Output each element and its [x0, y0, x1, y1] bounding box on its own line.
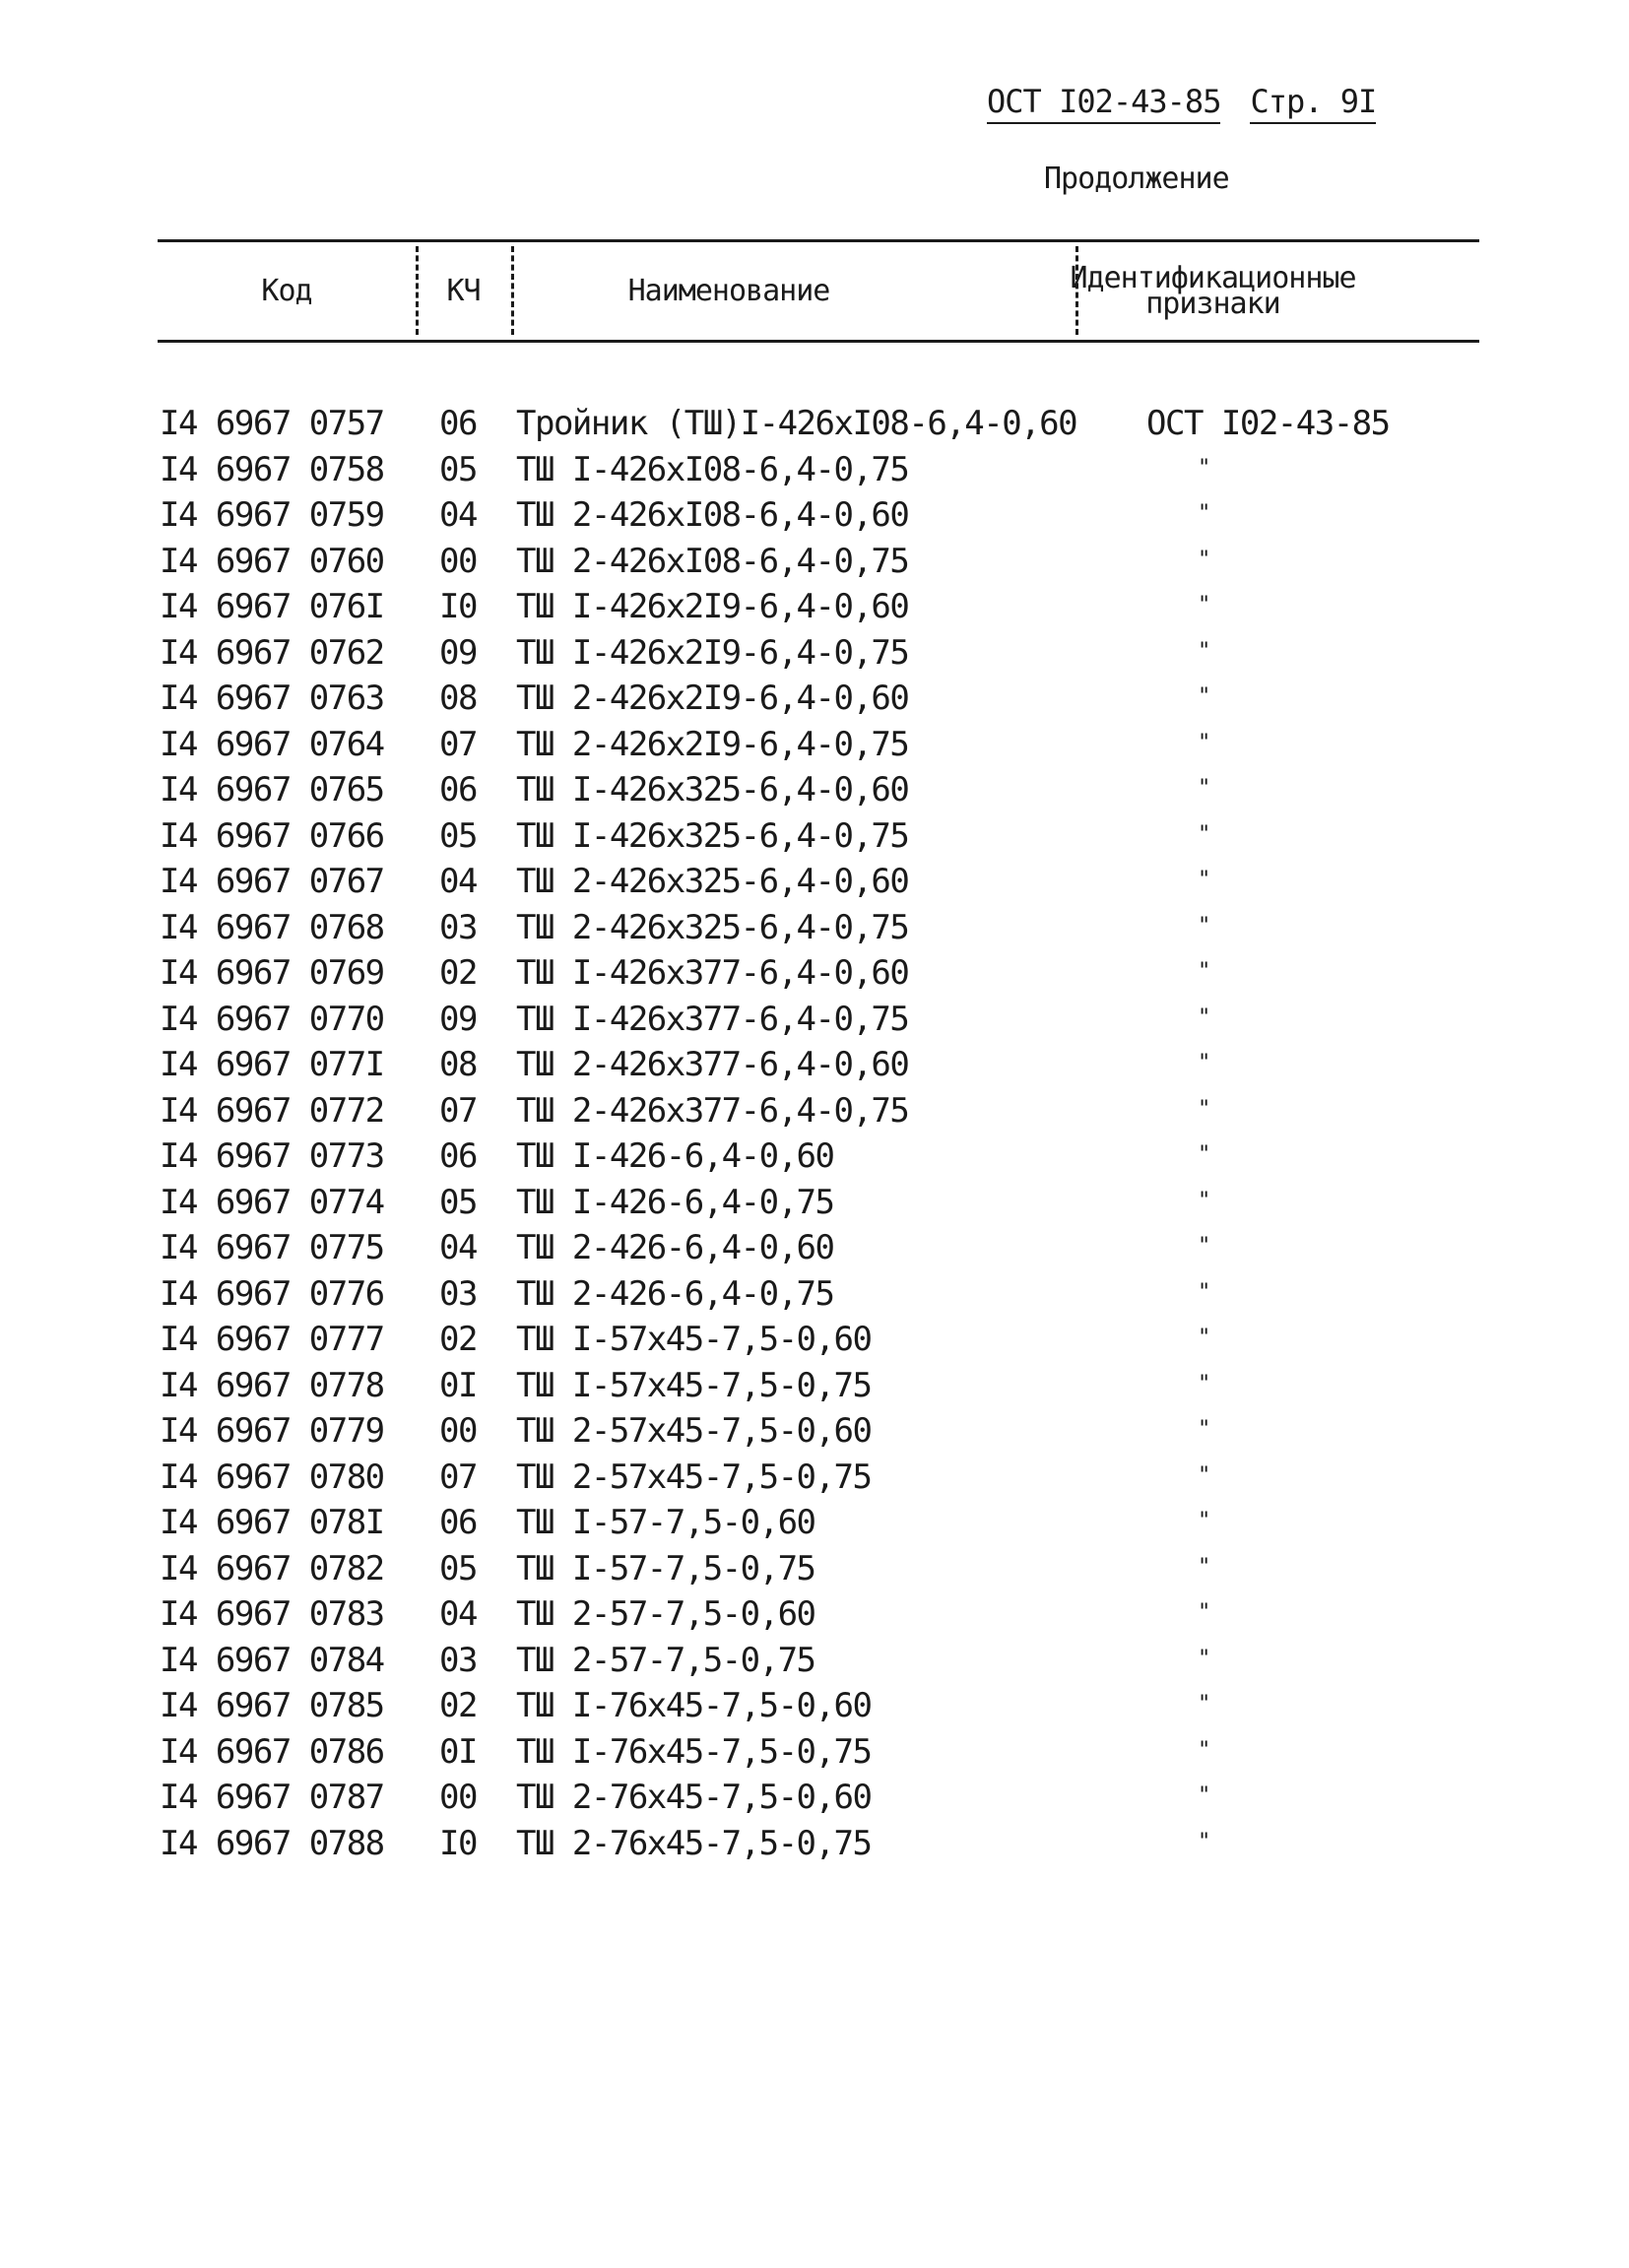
cell-code: I4 6967 077I [160, 1045, 384, 1084]
cell-code: I4 6967 0778 [160, 1365, 384, 1405]
cell-name: ТШ I-426-6,4-0,75 [516, 1182, 834, 1222]
cell-kch: 07 [439, 1457, 477, 1497]
cell-code: I4 6967 0780 [160, 1457, 384, 1497]
cell-code: I4 6967 0767 [160, 862, 384, 901]
table-row [160, 633, 1479, 680]
cell-name: ТШ 2-426-6,4-0,75 [516, 1273, 834, 1314]
cell-code: I4 6967 0784 [160, 1640, 384, 1680]
cell-ditto-mark: " [1198, 1234, 1209, 1259]
cell-ditto-mark: " [1198, 1509, 1209, 1533]
table-row [160, 1641, 1479, 1687]
cell-name: ТШ 2-57-7,5-0,60 [516, 1594, 815, 1634]
cell-name: ТШ I-57-7,5-0,75 [516, 1548, 815, 1588]
cell-kch: 02 [439, 1686, 477, 1725]
table-row [160, 1183, 1479, 1229]
column-divider [416, 246, 419, 335]
cell-code: I4 6967 0775 [160, 1228, 384, 1267]
cell-code: I4 6967 0769 [160, 953, 384, 993]
column-header-attributes-line1: Идентификационные [1070, 260, 1356, 295]
cell-code: I4 6967 0788 [160, 1823, 384, 1863]
cell-kch: I0 [439, 1823, 477, 1863]
cell-kch: 00 [439, 541, 477, 581]
cell-code: I4 6967 0773 [160, 1136, 384, 1176]
cell-name: ТШ I-426х325-6,4-0,60 [516, 770, 909, 810]
cell-name: ТШ I-76х45-7,5-0,75 [516, 1731, 872, 1772]
continuation-label: Продолжение [1044, 162, 1229, 196]
cell-ditto-mark: " [1198, 1051, 1209, 1075]
page-header [987, 83, 1376, 124]
cell-code: I4 6967 0765 [160, 770, 384, 810]
table-body [160, 404, 1479, 1869]
table-row [160, 1594, 1479, 1641]
cell-ditto-mark: " [1198, 776, 1209, 801]
cell-ditto-mark: " [1198, 1417, 1209, 1442]
cell-name: ТШ 2-57-7,5-0,75 [516, 1640, 815, 1680]
cell-name: ТШ I-76х45-7,5-0,60 [516, 1686, 872, 1725]
cell-kch: 07 [439, 1090, 477, 1131]
table-row [160, 770, 1479, 816]
cell-ditto-mark: " [1198, 1692, 1209, 1717]
cell-ditto-mark: " [1198, 638, 1209, 664]
table-row [160, 1732, 1479, 1779]
table-row [160, 1458, 1479, 1504]
cell-code: I4 6967 0770 [160, 999, 384, 1039]
cell-name: ТШ I-426х325-6,4-0,75 [516, 815, 909, 856]
table-row [160, 1411, 1479, 1458]
cell-kch: I0 [439, 587, 477, 626]
cell-name: ТШ 2-76х45-7,5-0,60 [516, 1778, 872, 1817]
cell-kch: 06 [439, 1136, 477, 1176]
cell-ditto-mark: " [1198, 1188, 1209, 1213]
cell-code: I4 6967 0763 [160, 679, 384, 718]
cell-name: ТШ 2-426х377-6,4-0,75 [516, 1090, 909, 1131]
table-row [160, 495, 1479, 542]
standard-number: ОСТ I02-43-85 [987, 83, 1220, 124]
table-row [160, 1778, 1479, 1824]
cell-name: ТШ I-57х45-7,5-0,60 [516, 1320, 872, 1359]
cell-ditto-mark: " [1198, 1783, 1209, 1808]
cell-kch: 03 [439, 1640, 477, 1680]
cell-kch: 05 [439, 815, 477, 856]
cell-code: I4 6967 0759 [160, 495, 384, 535]
table-row [160, 816, 1479, 863]
cell-name: ТШ I-426х377-6,4-0,75 [516, 999, 909, 1039]
cell-ditto-mark: " [1198, 730, 1209, 755]
cell-kch: 05 [439, 1182, 477, 1222]
cell-name: ТШ 2-426х377-6,4-0,60 [516, 1045, 909, 1084]
cell-name: ТШ 2-426хI08-6,4-0,60 [516, 495, 909, 535]
cell-kch: 0I [439, 1365, 477, 1405]
cell-kch: 03 [439, 1273, 477, 1314]
cell-name: ТШ 2-426х2I9-6,4-0,60 [516, 679, 909, 718]
table-row [160, 1000, 1479, 1046]
cell-kch: 04 [439, 1228, 477, 1267]
cell-kch: 05 [439, 449, 477, 489]
table-row [160, 908, 1479, 954]
cell-ditto-mark: " [1198, 547, 1209, 572]
cell-code: I4 6967 0783 [160, 1594, 384, 1634]
column-header-attributes [946, 242, 1479, 340]
cell-code: I4 6967 0762 [160, 632, 384, 673]
cell-name: ТШ 2-57х45-7,5-0,75 [516, 1457, 872, 1497]
cell-code: I4 6967 076I [160, 587, 384, 626]
table-row [160, 953, 1479, 1000]
cell-ditto-mark: " [1198, 684, 1209, 709]
table-row [160, 450, 1479, 496]
table-row [160, 1686, 1479, 1732]
cell-ditto-mark: " [1198, 455, 1209, 481]
table-row [160, 1136, 1479, 1183]
cell-ditto-mark: " [1198, 1326, 1209, 1350]
cell-ditto-mark: " [1198, 1371, 1209, 1396]
cell-ditto-mark: " [1198, 1554, 1209, 1580]
table-row [160, 1366, 1479, 1412]
cell-kch: 07 [439, 724, 477, 764]
cell-code: I4 6967 0758 [160, 449, 384, 489]
cell-name: ТШ I-57х45-7,5-0,75 [516, 1365, 872, 1405]
cell-code: I4 6967 0779 [160, 1411, 384, 1451]
cell-code: I4 6967 0757 [160, 404, 384, 443]
cell-ditto-mark: " [1198, 1004, 1209, 1030]
cell-name: ТШ 2-426х325-6,4-0,60 [516, 862, 909, 901]
cell-code: I4 6967 0776 [160, 1273, 384, 1314]
cell-kch: 00 [439, 1778, 477, 1817]
cell-code: I4 6967 0786 [160, 1731, 384, 1772]
table-row [160, 542, 1479, 588]
cell-code: I4 6967 0777 [160, 1320, 384, 1359]
table-row [160, 862, 1479, 908]
cell-ditto-mark: " [1198, 821, 1209, 847]
cell-ditto-mark: " [1198, 1646, 1209, 1671]
column-divider [511, 246, 514, 335]
cell-kch: 04 [439, 1594, 477, 1634]
table-row [160, 1320, 1479, 1366]
column-header-kch: КЧ [446, 273, 481, 308]
cell-kch: 09 [439, 999, 477, 1039]
cell-ditto-mark: " [1198, 1600, 1209, 1625]
cell-ditto-mark: " [1198, 1142, 1209, 1167]
cell-ditto-mark: " [1198, 1096, 1209, 1122]
cell-code: I4 6967 0785 [160, 1686, 384, 1725]
cell-name: Тройник (ТШ)I-426хI08-6,4-0,60 [516, 404, 1077, 443]
table-row [160, 679, 1479, 725]
cell-name: ТШ 2-426х325-6,4-0,75 [516, 907, 909, 947]
cell-kch: 03 [439, 907, 477, 947]
table-row [160, 1274, 1479, 1321]
cell-name: ТШ 2-426-6,4-0,60 [516, 1228, 834, 1267]
table-row [160, 587, 1479, 633]
cell-name: ТШ I-426х2I9-6,4-0,60 [516, 587, 909, 626]
cell-code: I4 6967 078I [160, 1503, 384, 1542]
cell-name: ТШ I-426х377-6,4-0,60 [516, 953, 909, 993]
cell-ditto-mark: " [1198, 1829, 1209, 1854]
cell-name: ТШ 2-76х45-7,5-0,75 [516, 1823, 872, 1863]
cell-ditto-mark: " [1198, 1462, 1209, 1488]
cell-code: I4 6967 0760 [160, 541, 384, 581]
cell-code: I4 6967 0774 [160, 1182, 384, 1222]
cell-ditto-mark: " [1198, 501, 1209, 526]
cell-ditto-mark: " [1198, 1279, 1209, 1305]
cell-kch: 00 [439, 1411, 477, 1451]
cell-code: I4 6967 0766 [160, 815, 384, 856]
cell-ditto-mark: " [1198, 913, 1209, 939]
table-row [160, 1091, 1479, 1137]
table-row [160, 1824, 1479, 1870]
cell-kch: 02 [439, 1320, 477, 1359]
table-row [160, 404, 1479, 450]
cell-code: I4 6967 0772 [160, 1090, 384, 1131]
table-header [158, 239, 1479, 343]
column-divider [1075, 246, 1078, 335]
cell-attributes: ОСТ I02-43-85 [1146, 404, 1390, 443]
column-header-name: Наименование [627, 273, 830, 308]
cell-ditto-mark: " [1198, 868, 1209, 892]
cell-name: ТШ 2-426хI08-6,4-0,75 [516, 541, 909, 581]
cell-name: ТШ 2-426х2I9-6,4-0,75 [516, 724, 909, 764]
cell-name: ТШ 2-57х45-7,5-0,60 [516, 1411, 872, 1451]
cell-name: ТШ I-426х2I9-6,4-0,75 [516, 632, 909, 673]
table-row [160, 1228, 1479, 1274]
cell-kch: 05 [439, 1548, 477, 1588]
column-header-code: Код [261, 273, 312, 308]
column-header-attributes-line2: признаки [1145, 286, 1280, 321]
cell-ditto-mark: " [1198, 1737, 1209, 1763]
cell-code: I4 6967 0787 [160, 1778, 384, 1817]
cell-kch: 06 [439, 770, 477, 810]
cell-ditto-mark: " [1198, 959, 1209, 984]
cell-name: ТШ I-426-6,4-0,60 [516, 1136, 834, 1176]
cell-kch: 08 [439, 1045, 477, 1084]
cell-kch: 06 [439, 1503, 477, 1542]
cell-kch: 08 [439, 679, 477, 718]
table-row [160, 1503, 1479, 1549]
cell-kch: 06 [439, 404, 477, 443]
cell-kch: 04 [439, 862, 477, 901]
cell-code: I4 6967 0764 [160, 724, 384, 764]
cell-ditto-mark: " [1198, 593, 1209, 617]
page-number: Стр. 9I [1250, 83, 1376, 124]
table-row [160, 1549, 1479, 1595]
cell-kch: 09 [439, 632, 477, 673]
cell-kch: 04 [439, 495, 477, 535]
cell-name: ТШ I-426хI08-6,4-0,75 [516, 449, 909, 489]
cell-code: I4 6967 0768 [160, 907, 384, 947]
table-row [160, 1045, 1479, 1091]
cell-code: I4 6967 0782 [160, 1548, 384, 1588]
cell-kch: 02 [439, 953, 477, 993]
cell-kch: 0I [439, 1731, 477, 1772]
cell-name: ТШ I-57-7,5-0,60 [516, 1503, 815, 1542]
table-row [160, 725, 1479, 771]
